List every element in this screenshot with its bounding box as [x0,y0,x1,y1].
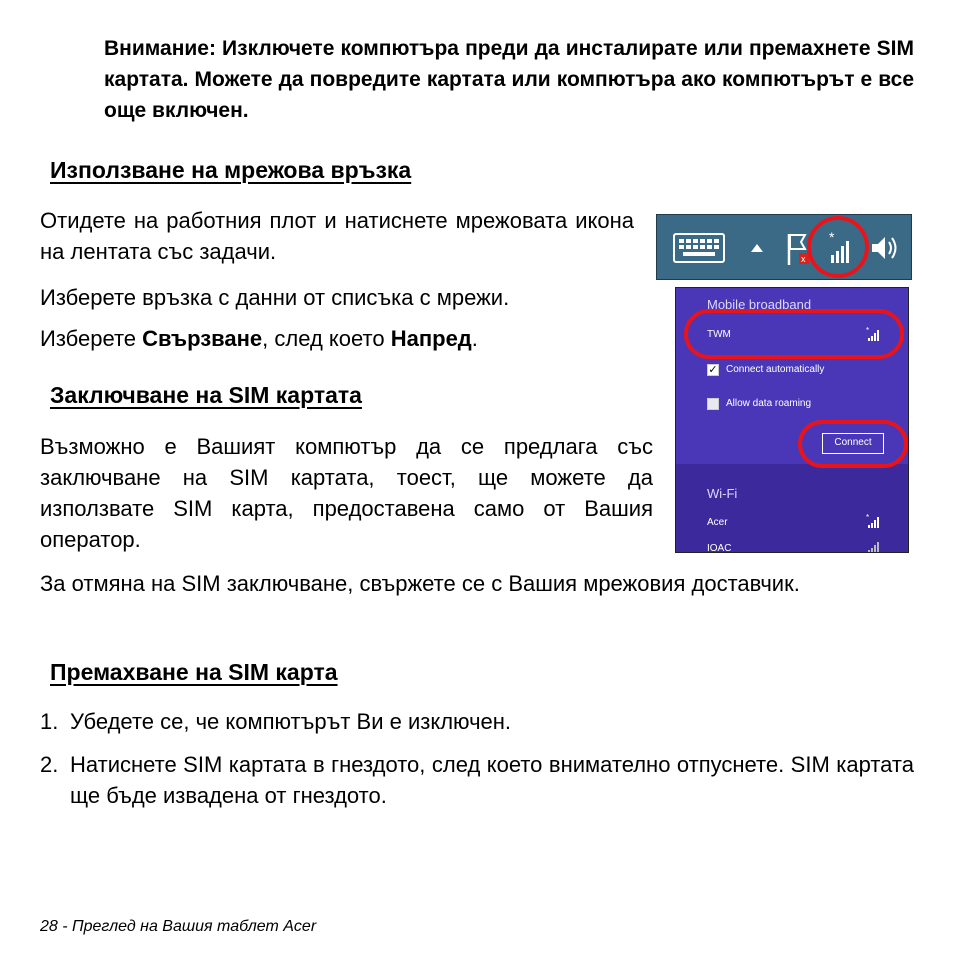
paragraph-select-connection: Изберете връзка с данни от списъка с мрежи. [40,285,510,310]
svg-text:*: * [829,229,835,245]
speaker-icon [869,233,899,263]
svg-text:x: x [801,254,806,264]
svg-text:*: * [866,326,870,335]
wifi-network-item[interactable]: IOAC [707,543,732,553]
paragraph-sim-lock: Възможно е Вашият компютър да се предлага със заключване на SIM картата, тоест, ще можете да използвате SIM карта, предоставена само от Вашия оператор. [40,434,653,552]
keyboard-icon [673,233,725,263]
allow-roaming-label: Allow data roaming [726,398,812,409]
list-item [40,706,914,737]
list-text: Натиснете SIM картата в гнездото, след което внимателно отпуснете. SIM картата ще бъде извадена от гнездото. [70,752,914,808]
section-heading-remove-sim: Премахване на SIM карта [50,659,338,685]
text-connect-bold: Свързване [142,326,263,351]
svg-text:*: * [866,513,870,522]
show-hidden-icons-icon [750,243,764,253]
highlight-ring-network [684,309,904,359]
network-flyout-screenshot [675,287,909,553]
connect-automatically-checkbox[interactable]: ✓ [708,364,718,376]
paragraph-select-connect [40,323,640,354]
paragraph-unlock: За отмяна на SIM заключване, свържете се с Вашия мрежовия доставчик. [40,571,800,596]
page-footer: 28 - Преглед на Вашия таблет Acer [40,918,317,935]
wifi-header: Wi-Fi [707,486,738,501]
highlight-ring [807,216,869,278]
connect-automatically-label: Connect automatically [726,364,825,375]
paragraph-go-to-desktop: Отидете на работния плот и натиснете мрежовата икона на лентата със задачи. [40,208,634,264]
list-number: 2. [40,752,59,777]
wifi-signal-weak-icon [866,540,882,553]
taskbar-screenshot [656,214,912,280]
warning-note: Внимание: Изключете компютъра преди да инсталирате или премахнете SIM картата. Можете да повредите картата или компютъра ако компютърът е все още включен. [104,37,914,122]
section-heading-sim-lock: Заключване на SIM картата [50,382,362,408]
wifi-network-item[interactable]: Acer [707,517,728,528]
text-suffix: . [471,326,478,351]
list-number: 1. [40,709,59,734]
text-next-bold: Напред [390,326,472,351]
list-item [40,749,914,811]
section-heading-network: Използване на мрежова връзка [50,157,412,183]
wifi-signal-icon [866,513,882,529]
text-middle: , след което [262,326,391,351]
network-name[interactable]: TWM [707,329,731,340]
allow-roaming-checkbox[interactable] [707,398,719,410]
text-prefix: Изберете [40,326,143,351]
list-text: Убедете се, че компютърът Ви е изключен. [70,709,512,734]
connect-button[interactable]: Connect [822,433,884,454]
mobile-broadband-header: Mobile broadband [707,297,812,312]
highlight-ring-connect [798,420,908,468]
